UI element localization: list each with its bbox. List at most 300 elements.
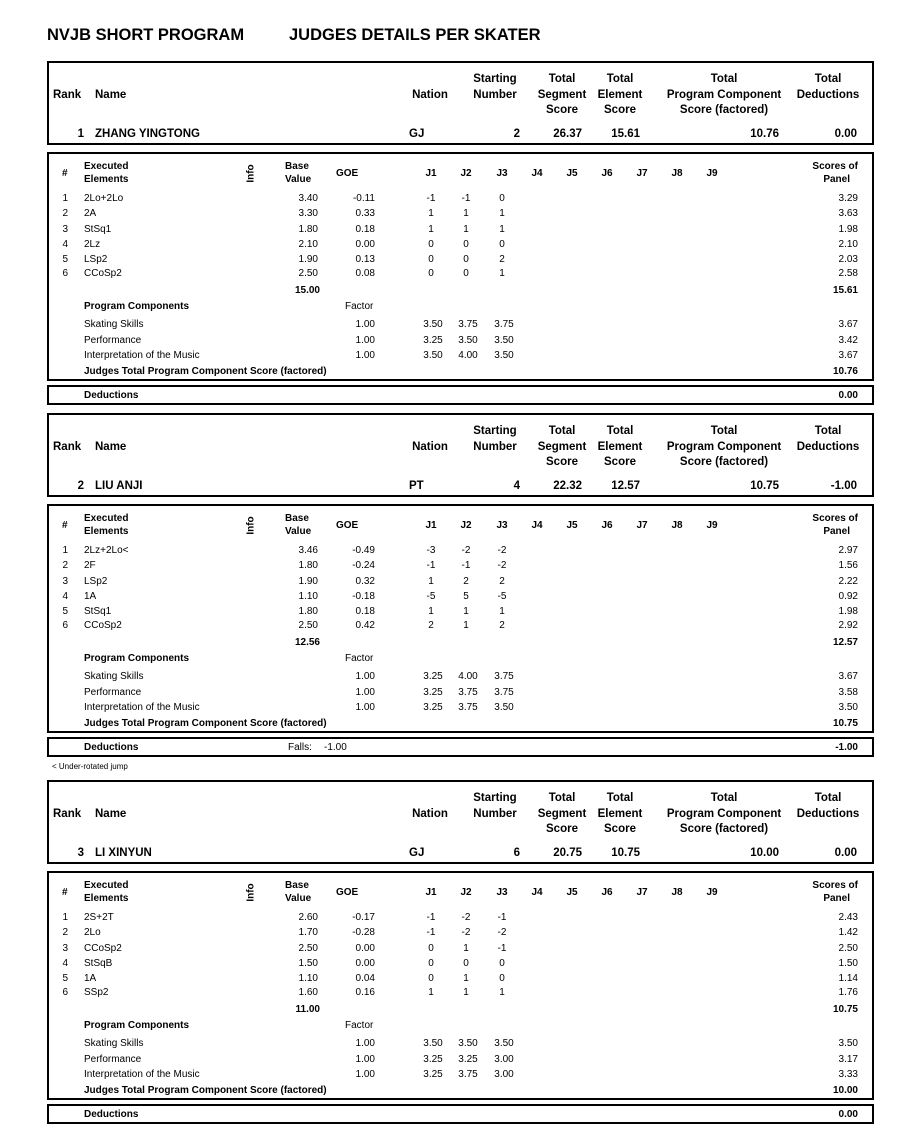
skater-rank: 3 [77, 847, 84, 859]
component-judge-score: 3.25 [423, 687, 443, 698]
element-number: 3 [62, 224, 68, 235]
judge-score: 1 [499, 224, 505, 235]
component-judge-score: 4.00 [458, 350, 478, 361]
judge-score: 2 [428, 620, 434, 631]
element-goe: 0.33 [355, 208, 375, 219]
name-header: Name [95, 89, 127, 101]
judge-score: 5 [463, 591, 469, 602]
judge-score: 2 [499, 620, 505, 631]
component-judge-score: 3.75 [494, 687, 514, 698]
goe-header: GOE [336, 168, 359, 179]
component-name: Interpretation of the Music [84, 702, 200, 713]
element-base-value: 3.40 [298, 193, 318, 204]
element-panel-score: 1.76 [838, 987, 858, 998]
tes-header: Element [597, 440, 643, 453]
judge-score: 1 [428, 576, 434, 587]
starting-number-header: Number [473, 440, 517, 453]
judge-score: 2 [499, 576, 505, 587]
judge-header: J3 [496, 520, 508, 531]
judge-score: -2 [461, 545, 471, 556]
element-goe: -0.11 [352, 193, 375, 204]
judge-header: J4 [531, 168, 543, 179]
deduction-detail-value: -1.00 [324, 742, 347, 753]
judge-score: 0 [428, 958, 434, 969]
component-judge-score: 3.50 [458, 1038, 478, 1049]
scores-of-panel-header: Panel [823, 526, 850, 537]
judge-header: J2 [460, 520, 472, 531]
factor-label: Factor [345, 1020, 374, 1031]
executed-header: Executed [84, 161, 129, 172]
component-factor: 1.00 [355, 702, 375, 713]
starting-number-header: Starting [473, 73, 517, 85]
judge-score: -1 [426, 927, 436, 938]
tes-header: Element [597, 807, 643, 820]
component-panel-score: 3.42 [838, 335, 858, 346]
component-panel-score: 3.67 [838, 319, 858, 330]
component-judge-score: 3.75 [458, 1069, 478, 1080]
executed-header: Elements [84, 893, 129, 904]
jtpcs-label: Judges Total Program Component Score (factored) [84, 366, 327, 377]
scores-of-panel-header: Panel [823, 174, 850, 185]
element-name: StSq1 [84, 606, 112, 617]
rank-header: Rank [53, 808, 82, 820]
judge-header: J7 [636, 520, 648, 531]
num-header: # [62, 520, 68, 531]
element-name: 2Lz+2Lo< [84, 545, 129, 556]
skater-name: ZHANG YINGTONG [95, 128, 200, 140]
element-base-value: 1.90 [298, 254, 318, 265]
judge-score: 1 [499, 606, 505, 617]
judge-score: 0 [428, 254, 434, 265]
element-name: 1A [84, 973, 97, 984]
element-goe: 0.32 [355, 576, 375, 587]
pcs-header: Program Component [666, 807, 782, 820]
scores-of-panel-header: Scores of [812, 880, 858, 891]
deductions-header: Total [814, 792, 842, 804]
component-panel-score: 3.67 [838, 671, 858, 682]
judge-header: J7 [636, 887, 648, 898]
element-name: CCoSp2 [84, 620, 122, 631]
element-name: 2S+2T [84, 912, 114, 923]
judge-score: 0 [463, 958, 469, 969]
judge-header: J8 [671, 520, 683, 531]
tes-header: Total [606, 792, 634, 804]
component-judge-score: 3.50 [494, 350, 514, 361]
component-judge-score: 3.75 [494, 671, 514, 682]
tes-header: Total [606, 425, 634, 437]
program-components-label: Program Components [84, 1020, 190, 1031]
judge-header: J4 [531, 520, 543, 531]
judge-score: 1 [428, 606, 434, 617]
judge-score: 0 [428, 943, 434, 954]
judge-score: -2 [461, 927, 471, 938]
tes-header: Score [604, 104, 636, 116]
element-panel-score: 2.97 [838, 545, 858, 556]
rank-header: Rank [53, 441, 82, 453]
judge-score: 1 [428, 208, 434, 219]
element-base-value: 1.50 [298, 958, 318, 969]
element-panel-score: 1.42 [838, 927, 858, 938]
judge-header: J1 [425, 520, 437, 531]
judge-score: -1 [497, 943, 507, 954]
judge-score: -2 [497, 545, 507, 556]
element-name: SSp2 [84, 987, 109, 998]
component-judge-score: 3.25 [423, 702, 443, 713]
judge-score: 1 [499, 208, 505, 219]
judge-score: -2 [497, 560, 507, 571]
name-header: Name [95, 441, 127, 453]
jtpcs-label: Judges Total Program Component Score (factored) [84, 1085, 327, 1096]
judge-score: 1 [463, 943, 469, 954]
judge-header: J5 [566, 520, 578, 531]
deductions-header: Deductions [796, 807, 860, 820]
pcs-header: Score (factored) [679, 104, 769, 116]
num-header: # [62, 887, 68, 898]
element-base-value: 2.50 [298, 620, 318, 631]
scores-of-panel-header: Scores of [812, 161, 858, 172]
judge-score: 1 [463, 973, 469, 984]
skater-rank: 1 [77, 128, 84, 140]
starting-number-header: Number [473, 807, 517, 820]
base-value-total: 11.00 [295, 1004, 320, 1015]
judge-score: 0 [463, 254, 469, 265]
judge-score: 0 [499, 239, 505, 250]
tss-header: Score [546, 104, 578, 116]
element-panel-score: 2.22 [838, 576, 858, 587]
element-number: 5 [62, 973, 68, 984]
skater-nation: PT [409, 480, 424, 492]
judge-score: 1 [463, 208, 469, 219]
element-number: 4 [62, 958, 68, 969]
total-deductions: 0.00 [834, 847, 857, 859]
component-panel-score: 3.58 [838, 687, 858, 698]
element-base-value: 1.10 [298, 973, 318, 984]
element-number: 6 [62, 987, 68, 998]
tss-header: Segment [537, 88, 587, 101]
judge-score: 1 [463, 987, 469, 998]
jtpcs-value: 10.00 [832, 1085, 858, 1096]
element-base-value: 2.10 [298, 239, 318, 250]
component-panel-score: 3.67 [838, 350, 858, 361]
judge-score: -1 [426, 193, 436, 204]
element-goe: 0.04 [355, 973, 375, 984]
judge-header: J9 [706, 520, 718, 531]
scores-of-panel-header: Panel [823, 893, 850, 904]
judge-header: J6 [601, 887, 613, 898]
pcs-header: Total [710, 73, 738, 85]
element-number: 1 [62, 193, 68, 204]
starting-number: 6 [513, 847, 520, 859]
name-header: Name [95, 808, 127, 820]
judge-score: 1 [463, 224, 469, 235]
component-factor: 1.00 [355, 1038, 375, 1049]
component-judge-score: 3.00 [494, 1054, 514, 1065]
tes-header: Total [606, 73, 634, 85]
element-panel-score: 2.50 [838, 943, 858, 954]
judge-header: J1 [425, 887, 437, 898]
factor-label: Factor [345, 653, 374, 664]
element-panel-score: 3.63 [838, 208, 858, 219]
component-panel-score: 3.50 [838, 702, 858, 713]
component-judge-score: 3.50 [423, 319, 443, 330]
element-base-value: 1.80 [298, 606, 318, 617]
judge-score: 0 [463, 268, 469, 279]
element-goe: 0.00 [355, 239, 375, 250]
element-number: 2 [62, 560, 68, 571]
element-name: LSp2 [84, 254, 108, 265]
component-factor: 1.00 [355, 1069, 375, 1080]
element-panel-score: 2.92 [838, 620, 858, 631]
component-judge-score: 3.25 [423, 335, 443, 346]
page-title: NVJB SHORT PROGRAM [47, 26, 245, 44]
component-judge-score: 4.00 [458, 671, 478, 682]
deductions-total: 0.00 [838, 390, 858, 401]
nation-header: Nation [412, 808, 448, 820]
factor-label: Factor [345, 301, 374, 312]
component-judge-score: 3.50 [494, 335, 514, 346]
judge-score: -5 [497, 591, 507, 602]
total-segment-score: 20.75 [553, 847, 582, 859]
judge-score: 0 [499, 958, 505, 969]
total-segment-score: 22.32 [553, 480, 582, 492]
total-element-score: 10.75 [611, 847, 640, 859]
element-number: 6 [62, 268, 68, 279]
element-name: 1A [84, 591, 97, 602]
judge-header: J8 [671, 168, 683, 179]
component-judge-score: 3.75 [494, 319, 514, 330]
base-value-header: Base [285, 161, 309, 172]
element-name: 2A [84, 208, 97, 219]
element-name: 2Lo+2Lo [84, 193, 124, 204]
component-judge-score: 3.50 [494, 702, 514, 713]
judge-score: 0 [428, 239, 434, 250]
component-factor: 1.00 [355, 350, 375, 361]
element-name: CCoSp2 [84, 268, 122, 279]
tss-header: Total [548, 792, 576, 804]
total-deductions: 0.00 [834, 128, 857, 140]
judge-header: J6 [601, 168, 613, 179]
goe-header: GOE [336, 887, 359, 898]
element-goe: -0.17 [352, 912, 375, 923]
starting-number-header: Number [473, 88, 517, 101]
component-name: Performance [84, 687, 142, 698]
deductions-header: Deductions [796, 440, 860, 453]
skater-nation: GJ [409, 847, 425, 859]
judge-score: -1 [461, 193, 471, 204]
judge-header: J1 [425, 168, 437, 179]
executed-header: Elements [84, 174, 129, 185]
component-factor: 1.00 [355, 687, 375, 698]
element-base-value: 1.10 [298, 591, 318, 602]
judge-header: J9 [706, 168, 718, 179]
element-panel-score: 1.98 [838, 606, 858, 617]
program-components-label: Program Components [84, 653, 190, 664]
jtpcs-label: Judges Total Program Component Score (factored) [84, 718, 327, 729]
total-pcs: 10.75 [750, 480, 779, 492]
element-name: CCoSp2 [84, 943, 122, 954]
component-factor: 1.00 [355, 319, 375, 330]
executed-header: Executed [84, 513, 129, 524]
deductions-header: Total [814, 425, 842, 437]
total-deductions: -1.00 [830, 480, 857, 492]
component-panel-score: 3.17 [838, 1054, 858, 1065]
element-number: 1 [62, 545, 68, 556]
element-number: 6 [62, 620, 68, 631]
deductions-total: -1.00 [835, 742, 858, 753]
element-name: LSp2 [84, 576, 108, 587]
judge-score: 1 [428, 224, 434, 235]
footnote: < Under-rotated jump [52, 762, 128, 771]
component-name: Skating Skills [84, 319, 144, 330]
skater-nation: GJ [409, 128, 425, 140]
component-judge-score: 3.25 [423, 671, 443, 682]
rank-header: Rank [53, 89, 82, 101]
element-number: 4 [62, 591, 68, 602]
deductions-label: Deductions [84, 390, 139, 401]
executed-header: Elements [84, 526, 129, 537]
component-judge-score: 3.50 [494, 1038, 514, 1049]
skater-rank: 2 [77, 480, 84, 492]
judge-header: J2 [460, 168, 472, 179]
element-panel-score: 1.50 [838, 958, 858, 969]
judge-header: J4 [531, 887, 543, 898]
judge-score: -1 [497, 912, 507, 923]
judge-score: 0 [499, 193, 505, 204]
component-judge-score: 3.75 [458, 702, 478, 713]
element-goe: 0.00 [355, 943, 375, 954]
elements-total: 10.75 [832, 1004, 858, 1015]
pcs-header: Score (factored) [679, 456, 769, 468]
element-panel-score: 0.92 [838, 591, 858, 602]
component-judge-score: 3.75 [458, 687, 478, 698]
judge-score: 2 [463, 576, 469, 587]
judge-score: -2 [461, 912, 471, 923]
tss-header: Segment [537, 807, 587, 820]
element-panel-score: 1.98 [838, 224, 858, 235]
component-judge-score: 3.50 [423, 350, 443, 361]
base-value-total: 12.56 [294, 637, 320, 648]
elements-total: 15.61 [832, 285, 858, 296]
component-factor: 1.00 [355, 1054, 375, 1065]
component-judge-score: 3.25 [423, 1054, 443, 1065]
starting-number: 4 [513, 480, 520, 492]
tss-header: Score [546, 823, 578, 835]
component-judge-score: 3.25 [423, 1069, 443, 1080]
tss-header: Segment [537, 440, 587, 453]
total-pcs: 10.00 [750, 847, 779, 859]
judge-score: 0 [463, 239, 469, 250]
element-goe: 0.18 [355, 606, 375, 617]
component-judge-score: 3.00 [494, 1069, 514, 1080]
judge-score: -1 [461, 560, 471, 571]
component-name: Interpretation of the Music [84, 350, 200, 361]
base-value-header: Value [285, 174, 312, 185]
judge-header: J8 [671, 887, 683, 898]
element-base-value: 1.80 [298, 560, 318, 571]
component-panel-score: 3.50 [838, 1038, 858, 1049]
total-pcs: 10.76 [750, 128, 779, 140]
jtpcs-value: 10.75 [832, 718, 858, 729]
judge-header: J9 [706, 887, 718, 898]
base-value-total: 15.00 [294, 285, 320, 296]
pcs-header: Total [710, 425, 738, 437]
element-name: 2Lz [84, 239, 101, 250]
component-judge-score: 3.50 [423, 1038, 443, 1049]
element-panel-score: 2.43 [838, 912, 858, 923]
element-panel-score: 2.10 [838, 239, 858, 250]
judge-score: 1 [428, 987, 434, 998]
element-base-value: 3.46 [298, 545, 318, 556]
element-goe: -0.28 [352, 927, 375, 938]
element-goe: 0.13 [355, 254, 375, 265]
tss-header: Total [548, 73, 576, 85]
tes-header: Element [597, 88, 643, 101]
deductions-header: Deductions [796, 88, 860, 101]
judge-header: J5 [566, 887, 578, 898]
element-base-value: 2.50 [298, 268, 318, 279]
base-value-header: Value [285, 893, 312, 904]
component-factor: 1.00 [355, 671, 375, 682]
element-number: 4 [62, 239, 68, 250]
element-goe: -0.49 [352, 545, 375, 556]
element-goe: -0.24 [352, 560, 375, 571]
element-number: 1 [62, 912, 68, 923]
judge-header: J3 [496, 887, 508, 898]
element-number: 5 [62, 606, 68, 617]
judge-score: -1 [426, 912, 436, 923]
base-value-header: Base [285, 513, 309, 524]
elements-total: 12.57 [832, 637, 858, 648]
element-base-value: 1.80 [298, 224, 318, 235]
pcs-header: Program Component [666, 440, 782, 453]
element-base-value: 1.60 [298, 987, 318, 998]
total-element-score: 15.61 [611, 128, 640, 140]
pcs-header: Total [710, 792, 738, 804]
element-number: 3 [62, 576, 68, 587]
component-name: Skating Skills [84, 671, 144, 682]
deductions-label: Deductions [84, 1109, 139, 1120]
element-base-value: 1.90 [298, 576, 318, 587]
total-segment-score: 26.37 [553, 128, 582, 140]
component-name: Interpretation of the Music [84, 1069, 200, 1080]
judge-score: 0 [428, 268, 434, 279]
skater-name: LIU ANJI [95, 480, 143, 492]
element-name: 2F [84, 560, 96, 571]
nation-header: Nation [412, 441, 448, 453]
element-panel-score: 1.14 [838, 973, 858, 984]
element-name: StSqB [84, 958, 113, 969]
judge-score: -1 [426, 560, 436, 571]
element-goe: 0.18 [355, 224, 375, 235]
judge-header: J3 [496, 168, 508, 179]
element-goe: 0.00 [355, 958, 375, 969]
element-goe: 0.08 [355, 268, 375, 279]
element-base-value: 3.30 [298, 208, 318, 219]
judge-score: 1 [463, 620, 469, 631]
info-header: Info [245, 883, 257, 902]
judge-score: 0 [499, 973, 505, 984]
component-panel-score: 3.33 [838, 1069, 858, 1080]
element-number: 5 [62, 254, 68, 265]
judge-score: 2 [499, 254, 505, 265]
tes-header: Score [604, 823, 636, 835]
pcs-header: Score (factored) [679, 823, 769, 835]
base-value-header: Value [285, 526, 312, 537]
deduction-detail-label: Falls: [288, 742, 312, 753]
starting-number-header: Starting [473, 792, 517, 804]
tss-header: Total [548, 425, 576, 437]
base-value-header: Base [285, 880, 309, 891]
